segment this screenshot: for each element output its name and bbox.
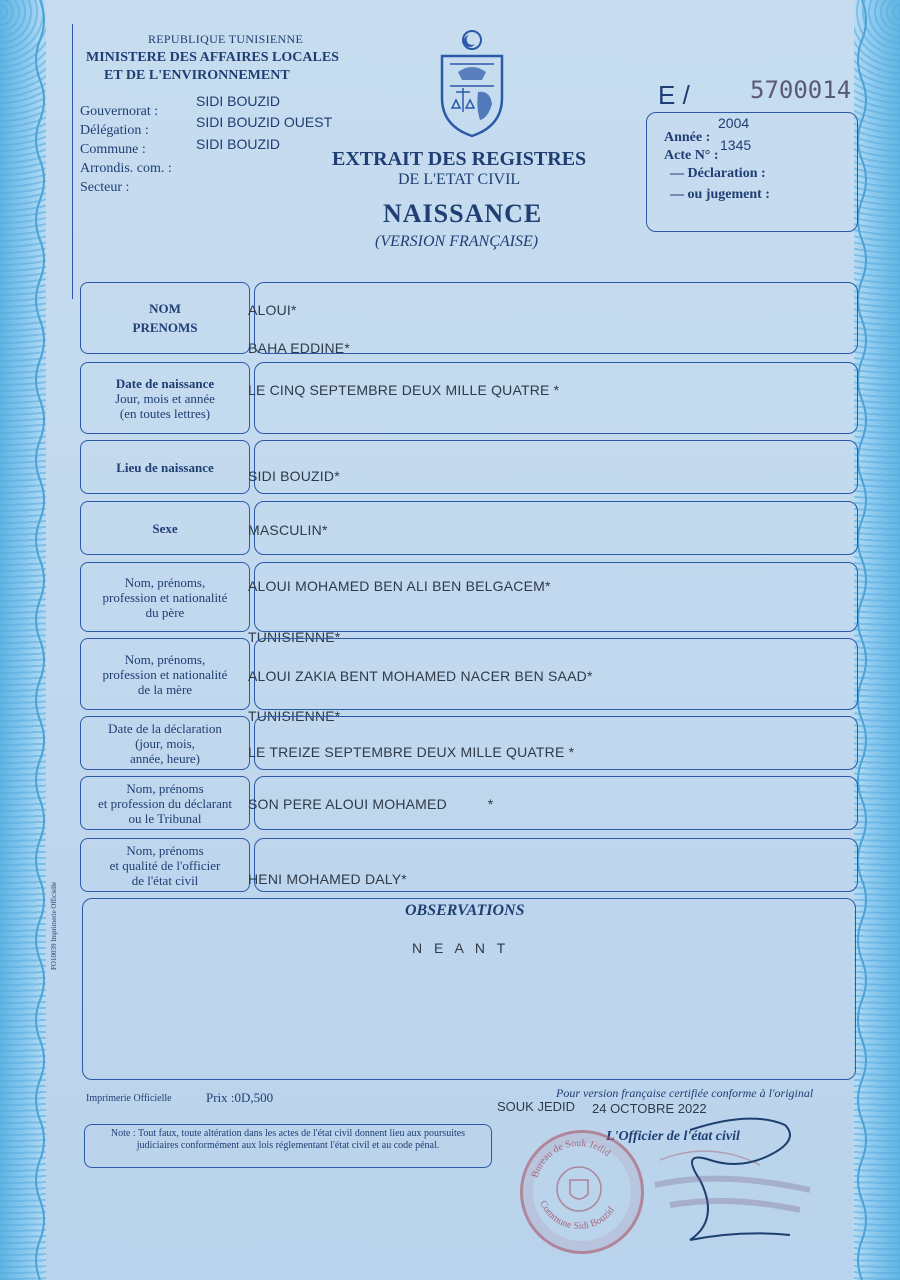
title-extrait: EXTRAIT DES REGISTRES [332,148,587,170]
date-naissance-label-box [80,362,250,434]
pere-value: ALOUI MOHAMED BEN ALI BEN BELGACEM* [248,578,551,594]
annee-value: 2004 [718,115,750,131]
gouvernorat-value: SIDI BOUZID [196,93,281,109]
declaration-date-label-box [80,716,250,770]
sexe-value: MASCULIN* [248,522,328,538]
prenoms-label: PRENOMS [132,320,198,335]
title-version-francaise: (VERSION FRANÇAISE) [375,233,539,250]
header-left-rule [72,24,73,299]
declarant-label-2: et profession du déclarant [98,795,232,811]
arrondissement-label: Arrondis. com. : [80,161,172,176]
side-print-code: FO10039 Imprimerie Officielle [50,881,58,970]
acte-label: Acte N° : [664,148,719,163]
legal-note-text: Note : Tout faux, toute altération dans les actes de l'état civil donnent lieu aux poursuites judiciaires conformément aux lois réglementant l'état civil et au code pénal. [110,1128,466,1151]
commune-label: Commune : [80,142,146,157]
prix-label: Prix :0D,500 [206,1090,274,1105]
svg-text:Bureau de Souk Jedid [530,1138,613,1179]
declaration-label: — Déclaration : [670,166,766,181]
commune-value: SIDI BOUZID [196,136,281,152]
officier-label-3: de l'état civil [131,872,199,888]
observations-value: N E A N T [412,940,510,956]
mere-label-1: Nom, prénoms, [124,651,206,667]
stamp-text-top: Bureau de Souk Jedid [529,1137,613,1180]
footer-date: 24 OCTOBRE 2022 [592,1101,707,1116]
declarant-label-box [80,776,250,830]
mere-label-3: de la mère [137,681,193,697]
pere-label-1: Nom, prénoms, [124,574,206,590]
delegation-value: SIDI BOUZID OUEST [196,114,333,130]
footer-lieu: SOUK JEDID [497,1099,576,1114]
lieu-naissance-label-box [80,440,250,494]
date-naissance-sublabel: Jour, mois et année [115,390,215,406]
ministere-line-2: ET DE L'ENVIRONNEMENT [104,68,290,83]
gouvernorat-label: Gouvernorat : [80,104,159,119]
lieu-naissance-label: Lieu de naissance [116,459,214,475]
date-naissance-value-box [254,362,858,434]
pere-label-2: profession et nationalité [102,589,228,605]
officier-label-box [80,838,250,892]
nom-prenoms-label-box [80,282,250,354]
nom-value: ALOUI* [248,302,297,318]
declaration-date-label-2: (jour, mois, [135,735,195,751]
observations-title: OBSERVATIONS [405,902,525,919]
sexe-value-box [254,501,858,555]
jugement-label: — ou jugement : [670,187,770,202]
pere-label-box [80,562,250,632]
annee-label: Année : [664,130,711,145]
date-naissance-sublabel-2: (en toutes lettres) [119,405,211,421]
pere-value-box [254,562,858,632]
date-naissance-value: LE CINQ SEPTEMBRE DEUX MILLE QUATRE * [248,382,560,398]
officier-signature-label: L'Officier de l'état civil [606,1129,740,1144]
republique-label: REPUBLIQUE TUNISIENNE [148,32,304,46]
handwritten-signature-icon [650,1110,830,1250]
tunisia-coat-of-arms-icon [436,28,508,138]
pere-label-3: du père [145,604,185,620]
title-etat-civil: DE L'ETAT CIVIL [398,171,521,188]
svg-text:Commune Sidi Bouzid [537,1199,617,1232]
official-stamp [520,1130,644,1254]
prenoms-value: BAHA EDDINE* [248,340,350,356]
lieu-naissance-value: SIDI BOUZID* [248,468,340,484]
lieu-naissance-value-box [254,440,858,494]
sexe-label: Sexe [152,520,178,536]
sexe-label-box [80,501,250,555]
declarant-label-1: Nom, prénoms [126,780,204,796]
stamp-seal-icon [520,1130,638,1248]
date-naissance-label: Date de naissance [115,375,215,391]
legal-note-box [84,1124,492,1168]
declaration-date-label-1: Date de la déclaration [108,720,222,736]
officier-label-2: et qualité de l'officier [109,857,221,873]
declarant-value: SON PERE ALOUI MOHAMED * [248,796,494,812]
declarant-label-3: ou le Tribunal [128,810,202,826]
mere-label-2: profession et nationalité [102,666,228,682]
declaration-date-value-box [254,716,858,770]
officier-label-1: Nom, prénoms [126,842,204,858]
acte-value: 1345 [720,137,752,153]
title-naissance: NAISSANCE [383,199,543,228]
officier-value: HENI MOHAMED DALY* [248,871,407,887]
observations-box [82,898,856,1080]
delegation-label: Délégation : [80,123,149,138]
mere-nationalite-value: TUNISIENNE* [248,708,341,724]
left-wave-pattern [30,0,50,1280]
nom-label: NOM [149,301,181,316]
ministere-line-1: MINISTERE DES AFFAIRES LOCALES [86,50,339,65]
imprimerie-label: Imprimerie Officielle [86,1093,172,1104]
secteur-label: Secteur : [80,180,130,195]
pere-nationalite-value: TUNISIENNE* [248,629,341,645]
mere-label-box [80,638,250,710]
stamp-text-bottom: Commune Sidi Bouzid [537,1198,617,1232]
declaration-date-value: LE TREIZE SEPTEMBRE DEUX MILLE QUATRE * [248,744,575,760]
mere-value: ALOUI ZAKIA BENT MOHAMED NACER BEN SAAD* [248,668,593,684]
reference-prefix: E / [658,80,690,110]
certification-note: Pour version française certifiée conforme à l'original [556,1086,814,1100]
declaration-date-label-3: année, heure) [129,750,200,766]
reference-number: 5700014 [750,76,852,104]
